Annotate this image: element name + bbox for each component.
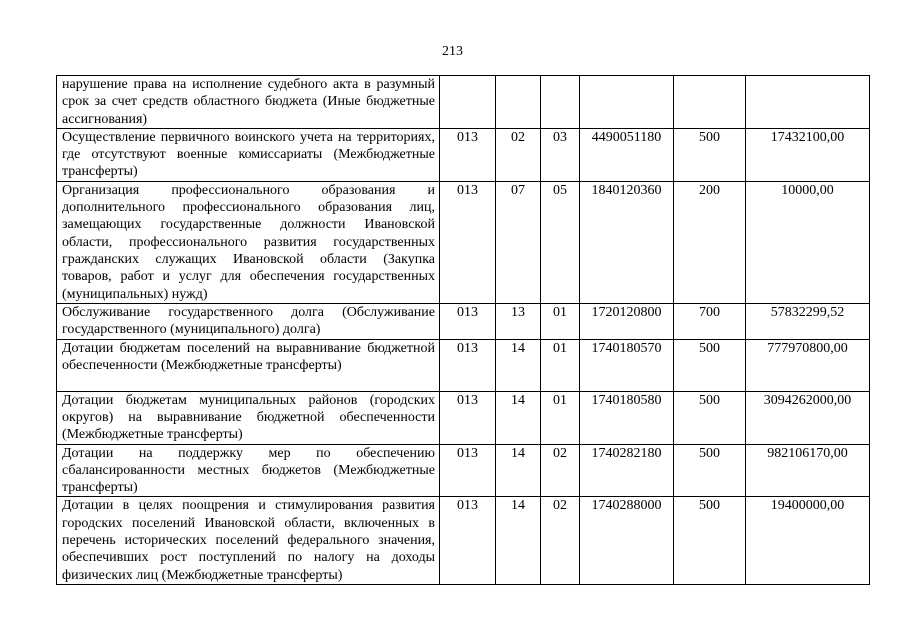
target-code-cell: 4490051180	[580, 128, 674, 181]
expense-type-cell: 500	[674, 128, 746, 181]
section-code-cell: 07	[496, 181, 541, 303]
section-code-cell: 14	[496, 391, 541, 444]
target-code-cell: 1840120360	[580, 181, 674, 303]
subsection-code-cell: 03	[541, 128, 580, 181]
expense-type-cell: 500	[674, 444, 746, 497]
description-cell: Дотации бюджетам муниципальных районов (городских округов) на выравнивание бюджетной обеспеченности (Межбюджетные трансферты)	[57, 391, 440, 444]
table-row	[57, 391, 870, 444]
subsection-code-cell: 01	[541, 339, 580, 391]
target-code-cell: 1740282180	[580, 444, 674, 497]
table-row	[57, 497, 870, 585]
subsection-code-cell: 02	[541, 497, 580, 585]
description-cell: Осуществление первичного воинского учета на территориях, где отсутствуют военные комиссариаты (Межбюджетные трансферты)	[57, 128, 440, 181]
ministry-code-cell: 013	[440, 444, 496, 497]
ministry-code-cell: 013	[440, 303, 496, 339]
description-cell: Организация профессионального образования и дополнительного профессионального образования лиц, замещающих государственные должности Ивановской области, профессионального развития государственных гражданских служащих Ивановской области (Закупка товаров, работ и услуг для обеспечения государственных (муниципальных) нужд)	[57, 181, 440, 303]
subsection-code-cell: 01	[541, 303, 580, 339]
amount-cell: 777970800,00	[746, 339, 870, 391]
amount-cell: 17432100,00	[746, 128, 870, 181]
target-code-cell: 1720120800	[580, 303, 674, 339]
table-row	[57, 128, 870, 181]
target-code-cell: 1740180570	[580, 339, 674, 391]
description-cell: Дотации в целях поощрения и стимулирования развития городских поселений Ивановской области, включенных в перечень исторических поселений федерального значения, обеспечивших рост поступлений по налогу на доходы физических лиц (Межбюджетные трансферты)	[57, 497, 440, 585]
ministry-code-cell: 013	[440, 128, 496, 181]
ministry-code-cell	[440, 76, 496, 129]
expense-type-cell: 500	[674, 497, 746, 585]
ministry-code-cell: 013	[440, 181, 496, 303]
amount-cell: 10000,00	[746, 181, 870, 303]
amount-cell: 57832299,52	[746, 303, 870, 339]
subsection-code-cell: 05	[541, 181, 580, 303]
table-row	[57, 339, 870, 391]
subsection-code-cell: 01	[541, 391, 580, 444]
table-row	[57, 303, 870, 339]
section-code-cell: 02	[496, 128, 541, 181]
amount-cell: 982106170,00	[746, 444, 870, 497]
target-code-cell: 1740180580	[580, 391, 674, 444]
description-cell: нарушение права на исполнение судебного акта в разумный срок за счет средств областного бюджета (Иные бюджетные ассигнования)	[57, 76, 440, 129]
description-cell: Дотации на поддержку мер по обеспечению сбалансированности местных бюджетов (Межбюджетные трансферты)	[57, 444, 440, 497]
amount-cell: 3094262000,00	[746, 391, 870, 444]
expense-type-cell: 700	[674, 303, 746, 339]
ministry-code-cell: 013	[440, 391, 496, 444]
section-code-cell: 14	[496, 339, 541, 391]
subsection-code-cell: 02	[541, 444, 580, 497]
ministry-code-cell: 013	[440, 497, 496, 585]
target-code-cell	[580, 76, 674, 129]
description-cell: Обслуживание государственного долга (Обслуживание государственного (муниципального) долга)	[57, 303, 440, 339]
section-code-cell: 14	[496, 444, 541, 497]
budget-table	[56, 75, 870, 585]
ministry-code-cell: 013	[440, 339, 496, 391]
table-row	[57, 444, 870, 497]
table-row	[57, 181, 870, 303]
expense-type-cell: 500	[674, 391, 746, 444]
budget-table-body	[57, 76, 870, 585]
section-code-cell: 13	[496, 303, 541, 339]
subsection-code-cell	[541, 76, 580, 129]
amount-cell: 19400000,00	[746, 497, 870, 585]
section-code-cell: 14	[496, 497, 541, 585]
target-code-cell: 1740288000	[580, 497, 674, 585]
section-code-cell	[496, 76, 541, 129]
amount-cell	[746, 76, 870, 129]
page-number: 213	[442, 44, 463, 59]
description-cell: Дотации бюджетам поселений на выравнивание бюджетной обеспеченности (Межбюджетные трансферты)	[57, 339, 440, 391]
table-row	[57, 76, 870, 129]
expense-type-cell: 500	[674, 339, 746, 391]
expense-type-cell	[674, 76, 746, 129]
expense-type-cell: 200	[674, 181, 746, 303]
